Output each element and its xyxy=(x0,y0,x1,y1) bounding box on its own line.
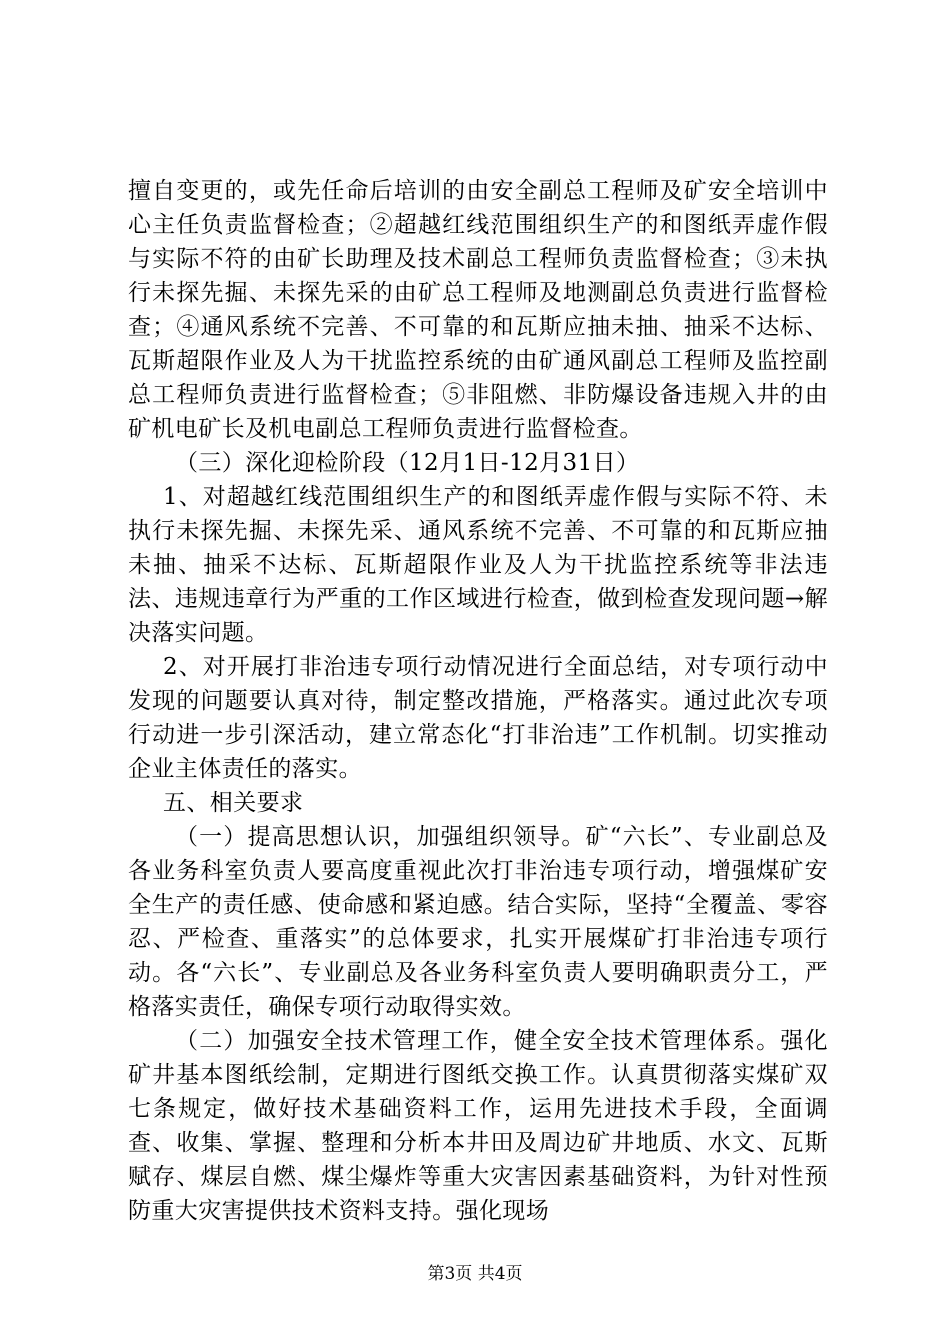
paragraph-responsibility-list: 擅自变更的，或先任命后培训的由安全副总工程师及矿安全培训中心主任负责监督检查；②超越红线范围组织生产的和图纸弄虚作假与实际不符的由矿长助理及技术副总工程师负责监督检查；③未执行未探先掘、未探先采的由矿总工程师及地测副总负责进行监督检查；④通风系统不完善、不可靠的和瓦斯应抽未抽、抽采不达标、瓦斯超限作业及人为干扰监控系统的由矿通风副总工程师及监控副总工程师负责进行监督检查；⑤非阻燃、非防爆设备违规入井的由矿机电矿长及机电副总工程师负责进行监督检查。 xyxy=(128,178,828,442)
section-heading-requirements: 五、相关要求 xyxy=(163,790,304,816)
subheading-stage-three: （三）深化迎检阶段（12月1日-12月31日） xyxy=(175,450,640,476)
paragraph-requirement-2: （二）加强安全技术管理工作，健全安全技术管理体系。强化矿井基本图纸绘制，定期进行图纸交换工作。认真贯彻落实煤矿双七条规定，做好技术基础资料工作，运用先进技术手段，全面调查、收集、掌握、整理和分析本井田及周边矿井地质、水文、瓦斯赋存、煤层自燃、煤尘爆炸等重大灾害因素基础资料，为针对性预防重大灾害提供技术资料支持。强化现场 xyxy=(128,1028,828,1224)
document-body xyxy=(128,174,828,1228)
paragraph-requirement-1: （一）提高思想认识，加强组织领导。矿“六长”、专业副总及各业务科室负责人要高度重视此次打非治违专项行动，增强煤矿安全生产的责任感、使命感和紧迫感。结合实际，坚持“全覆盖、零容忍、严检查、重落实”的总体要求，扎实开展煤矿打非治违专项行动。各“六长”、专业副总及各业务科室负责人要明确职责分工，严格落实责任，确保专项行动取得实效。 xyxy=(128,824,828,1020)
paragraph-item-2: 2、对开展打非治违专项行动情况进行全面总结，对专项行动中发现的问题要认真对待，制定整改措施，严格落实。通过此次专项行动进一步引深活动，建立常态化“打非治违”工作机制。切实推动企业主体责任的落实。 xyxy=(128,654,828,782)
page-number-footer: 第3页 共4页 xyxy=(427,1264,523,1284)
paragraph-item-1: 1、对超越红线范围组织生产的和图纸弄虚作假与实际不符、未执行未探先掘、未探先采、通风系统不完善、不可靠的和瓦斯应抽未抽、抽采不达标、瓦斯超限作业及人为干扰监控系统等非法违法、违规违章行为严重的工作区域进行检查，做到检查发现问题→解决落实问题。 xyxy=(128,484,828,646)
